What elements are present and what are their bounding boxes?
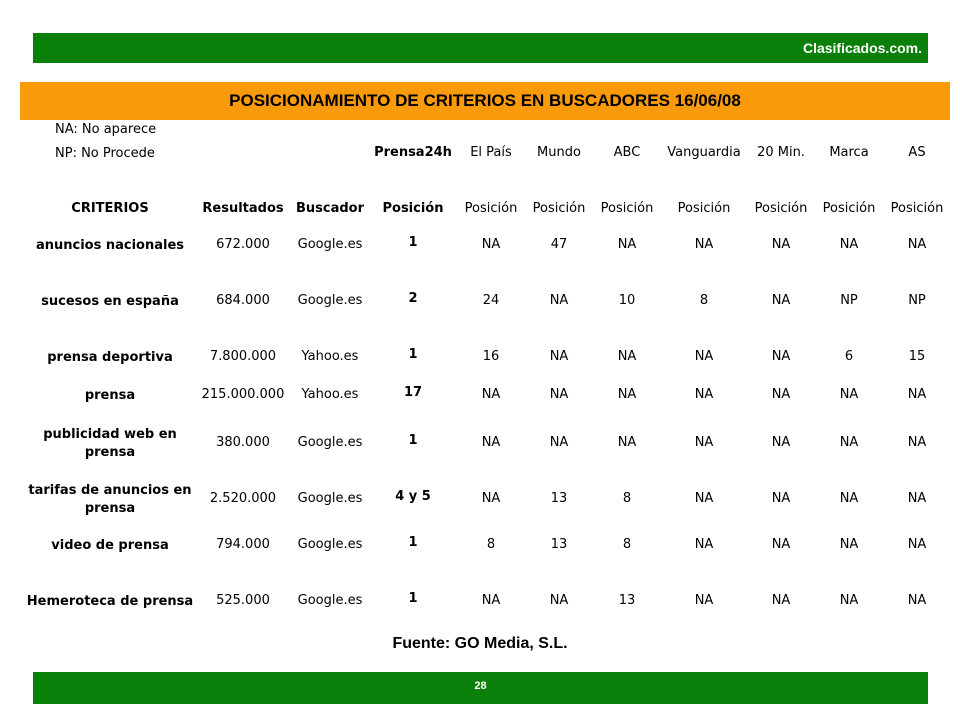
posicion-cell: 17 (403, 385, 423, 400)
position-cell: NA (481, 491, 501, 506)
position-cell: NA (771, 293, 791, 308)
column-header-posicion-other: Posición (532, 201, 586, 216)
position-cell: NA (771, 537, 791, 552)
position-cell: NA (617, 435, 637, 450)
resultados-cell: 684.000 (216, 293, 270, 308)
resultados-cell: 794.000 (216, 537, 270, 552)
position-cell: 6 (844, 349, 854, 364)
criterio-cell: Hemeroteca de prensa (26, 594, 194, 609)
resultados-cell: 525.000 (216, 593, 270, 608)
position-cell: NA (907, 237, 927, 252)
buscador-cell: Google.es (297, 435, 363, 450)
column-header-posicion-other: Posición (822, 201, 876, 216)
position-cell: 13 (618, 593, 636, 608)
position-cell: NA (694, 537, 714, 552)
position-cell: NA (549, 387, 569, 402)
position-cell: NA (907, 435, 927, 450)
brand-label: Clasificados.com. (802, 40, 922, 56)
column-header-posicion: Posición (382, 201, 444, 216)
position-cell: NA (617, 237, 637, 252)
column-header-resultados: Resultados (202, 201, 284, 216)
buscador-cell: Google.es (297, 491, 363, 506)
criterio-cell: publicidad web en prensa (43, 427, 177, 460)
position-cell: 13 (550, 491, 568, 506)
resultados-cell: 215.000.000 (201, 387, 285, 402)
position-cell: NP (908, 293, 926, 308)
newspaper-header: AS (908, 145, 926, 160)
legend-np: NP: No Procede (55, 146, 155, 161)
position-cell: 8 (622, 491, 632, 506)
newspaper-header: Prensa24h (374, 145, 452, 160)
position-cell: NA (839, 237, 859, 252)
position-cell: NA (771, 491, 791, 506)
position-cell: 15 (908, 349, 926, 364)
posicion-cell: 1 (408, 535, 418, 550)
position-cell: NA (839, 435, 859, 450)
footer-bar (33, 672, 928, 704)
position-cell: 24 (482, 293, 500, 308)
criterio-cell: video de prensa (51, 538, 169, 553)
resultados-cell: 2.520.000 (209, 491, 277, 506)
position-cell: NA (839, 537, 859, 552)
position-cell: NA (481, 387, 501, 402)
position-cell: NA (839, 387, 859, 402)
position-cell: NA (549, 293, 569, 308)
resultados-cell: 380.000 (216, 435, 270, 450)
column-header-posicion-other: Posición (600, 201, 654, 216)
resultados-cell: 7.800.000 (209, 349, 277, 364)
column-header-criterios: CRITERIOS (71, 201, 149, 216)
column-header-posicion-other: Posición (754, 201, 808, 216)
page-number: 28 (474, 680, 487, 692)
position-cell: 8 (622, 537, 632, 552)
newspaper-header: 20 Min. (757, 145, 805, 160)
position-cell: 8 (486, 537, 496, 552)
posicion-cell: 1 (408, 591, 418, 606)
criterio-cell: prensa deportiva (47, 350, 173, 365)
position-cell: NA (694, 387, 714, 402)
header-bar (33, 33, 928, 63)
buscador-cell: Google.es (297, 593, 363, 608)
criterio-cell: sucesos en españa (41, 294, 179, 309)
position-cell: NA (481, 435, 501, 450)
position-cell: NA (839, 593, 859, 608)
criterio-cell: anuncios nacionales (35, 238, 185, 253)
position-cell: NA (694, 491, 714, 506)
position-cell: NA (771, 387, 791, 402)
position-cell: NA (617, 349, 637, 364)
criterio-cell: tarifas de anuncios en prensa (28, 483, 192, 516)
column-header-posicion-other: Posición (677, 201, 731, 216)
position-cell: NA (549, 593, 569, 608)
posicion-cell: 2 (408, 291, 418, 306)
criterio-cell: prensa (84, 388, 136, 403)
position-cell: NA (771, 349, 791, 364)
column-header-posicion-other: Posición (890, 201, 944, 216)
page-title: POSICIONAMIENTO DE CRITERIOS EN BUSCADORES 16/06/08 (229, 91, 741, 110)
position-cell: 10 (618, 293, 636, 308)
position-cell: NA (907, 593, 927, 608)
buscador-cell: Google.es (297, 293, 363, 308)
legend-na: NA: No aparece (55, 122, 157, 137)
resultados-cell: 672.000 (216, 237, 270, 252)
position-cell: NA (617, 387, 637, 402)
position-cell: NA (549, 435, 569, 450)
source-note: Fuente: GO Media, S.L. (392, 635, 568, 652)
posicion-cell: 1 (408, 235, 418, 250)
position-cell: NA (481, 237, 501, 252)
position-cell: NA (694, 593, 714, 608)
position-cell: NA (694, 237, 714, 252)
position-cell: NA (549, 349, 569, 364)
column-header-buscador: Buscador (295, 201, 365, 216)
newspaper-header: ABC (613, 145, 641, 160)
position-cell: NA (771, 237, 791, 252)
position-cell: NA (694, 349, 714, 364)
position-cell: NA (907, 537, 927, 552)
newspaper-header: El País (470, 145, 512, 160)
newspaper-header: Vanguardia (667, 145, 741, 160)
buscador-cell: Google.es (297, 237, 363, 252)
newspaper-header: Marca (829, 145, 869, 160)
position-cell: NA (839, 491, 859, 506)
position-cell: NA (771, 593, 791, 608)
posicion-cell: 1 (408, 433, 418, 448)
title-bar (20, 82, 950, 120)
position-cell: NA (907, 491, 927, 506)
position-cell: 13 (550, 537, 568, 552)
position-cell: NA (481, 593, 501, 608)
position-cell: NA (907, 387, 927, 402)
position-cell: 47 (550, 237, 568, 252)
position-cell: NA (771, 435, 791, 450)
posicion-cell: 1 (408, 347, 418, 362)
posicion-cell: 4 y 5 (395, 489, 431, 504)
buscador-cell: Google.es (297, 537, 363, 552)
buscador-cell: Yahoo.es (301, 349, 359, 364)
newspaper-header: Mundo (537, 145, 581, 160)
position-cell: NA (694, 435, 714, 450)
position-cell: 16 (482, 349, 500, 364)
position-cell: 8 (699, 293, 709, 308)
column-header-posicion-other: Posición (464, 201, 518, 216)
buscador-cell: Yahoo.es (301, 387, 359, 402)
position-cell: NP (840, 293, 858, 308)
